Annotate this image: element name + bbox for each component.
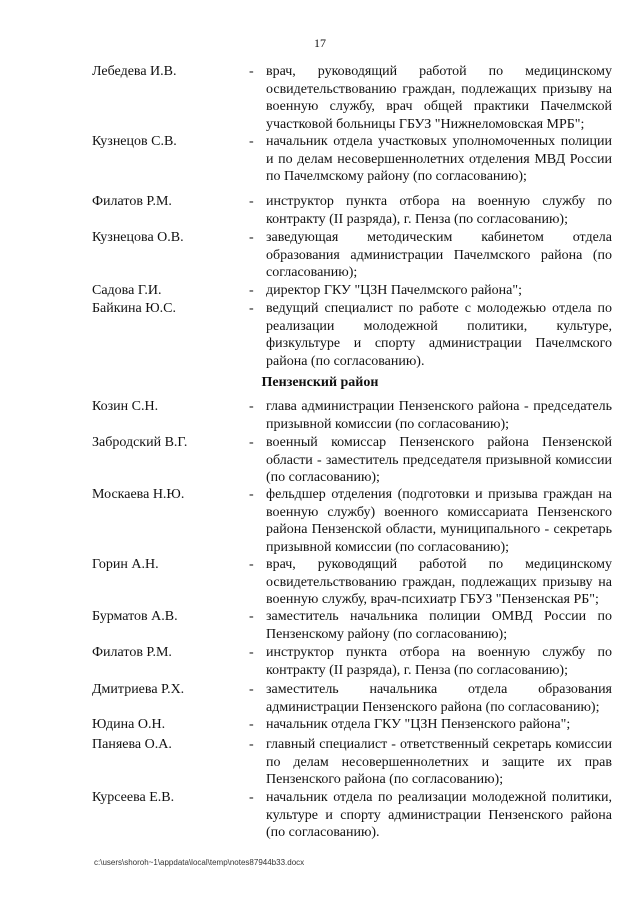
dash: - — [249, 435, 254, 450]
person-role: врач, руководящий работой по медицинскому освидетельствованию граждан, подлежащих призыву на военную службу, врач-психиатр ГБУЗ "Пензенская РБ"; — [266, 557, 612, 608]
dash: - — [249, 682, 254, 697]
person-role: военный комиссар Пензенского района Пензенской области - заместитель председателя призывной комиссии (по согласованию); — [266, 435, 612, 486]
person-name: Москаева Н.Ю. — [92, 487, 185, 502]
person-role: главный специалист - ответственный секретарь комиссии по делам несовершеннолетних и защите их прав Пензенского района (по согласованию); — [266, 737, 612, 788]
person-name: Юдина О.Н. — [92, 717, 166, 732]
person-name: Филатов Р.М. — [92, 645, 172, 660]
person-role: заместитель начальника полиции ОМВД России по Пензенскому району (по согласованию); — [266, 609, 612, 642]
person-name: Бурматов А.В. — [92, 609, 178, 624]
dash: - — [249, 194, 254, 209]
person-name: Кузнецова О.В. — [92, 230, 184, 245]
person-name: Байкина Ю.С. — [92, 301, 176, 316]
person-role: заведующая методическим кабинетом отдела образования администрации Пачелмского района (по согласованию); — [266, 230, 612, 281]
dash: - — [249, 230, 254, 245]
person-name: Горин А.Н. — [92, 557, 159, 572]
person-name: Лебедева И.В. — [92, 64, 177, 79]
person-role: начальник отдела по реализации молодежной политики, культуре и спорту администрации Пензенского района (по согласованию). — [266, 790, 612, 841]
dash: - — [249, 557, 254, 572]
person-role: начальник отдела участковых уполномоченных полиции и по делам несовершеннолетних отделения МВД России по Пачелмскому району (по согласованию); — [266, 134, 612, 185]
dash: - — [249, 609, 254, 624]
person-name: Садова Г.И. — [92, 283, 162, 298]
person-role: заместитель начальника отдела образования администрации Пензенского района (по согласованию); — [266, 682, 612, 715]
dash: - — [249, 717, 254, 732]
person-role: глава администрации Пензенского района - председатель призывной комиссии (по согласованию); — [266, 399, 612, 432]
dash: - — [249, 399, 254, 414]
person-role: врач, руководящий работой по медицинскому освидетельствованию граждан, подлежащих призыву на военную службу, врач общей практики Пачелмской участковой больницы ГБУЗ "Нижнеломовская МРБ"; — [266, 64, 612, 132]
dash: - — [249, 134, 254, 149]
dash: - — [249, 487, 254, 502]
person-role: фельдшер отделения (подготовки и призыва граждан на военную службу) военного комиссариата Пензенского района Пензенской области, муниципального - секретарь призывной комиссии (по согласованию); — [266, 487, 612, 555]
person-role: инструктор пункта отбора на военную службу по контракту (II разряда), г. Пенза (по согласованию); — [266, 645, 612, 678]
person-name: Кузнецов С.В. — [92, 134, 177, 149]
section-heading: Пензенский район — [261, 375, 379, 390]
person-name: Дмитриева Р.Х. — [92, 682, 185, 697]
person-role: начальник отдела ГКУ "ЦЗН Пензенского района"; — [266, 717, 571, 732]
dash: - — [249, 645, 254, 660]
person-name: Филатов Р.М. — [92, 194, 172, 209]
dash: - — [249, 301, 254, 316]
dash: - — [249, 790, 254, 805]
page-number: 17 — [314, 36, 326, 50]
person-name: Забродский В.Г. — [92, 435, 188, 450]
person-name: Козин С.Н. — [92, 399, 159, 414]
person-role: ведущий специалист по работе с молодежью отдела по реализации молодежной политики, культуре, физкультуре и спорту администрации Пачелмского района (по согласованию). — [266, 301, 612, 369]
person-name: Курсеева Е.В. — [92, 790, 175, 805]
person-role: инструктор пункта отбора на военную службу по контракту (II разряда), г. Пенза (по согласованию); — [266, 194, 612, 227]
person-name: Паняева О.А. — [92, 737, 172, 752]
footer-file-path: c:\users\shoroh~1\appdata\local\temp\notes87944b33.docx — [94, 858, 305, 867]
dash: - — [249, 283, 254, 298]
person-role: директор ГКУ "ЦЗН Пачелмского района"; — [266, 283, 522, 298]
dash: - — [249, 64, 254, 79]
dash: - — [249, 737, 254, 752]
